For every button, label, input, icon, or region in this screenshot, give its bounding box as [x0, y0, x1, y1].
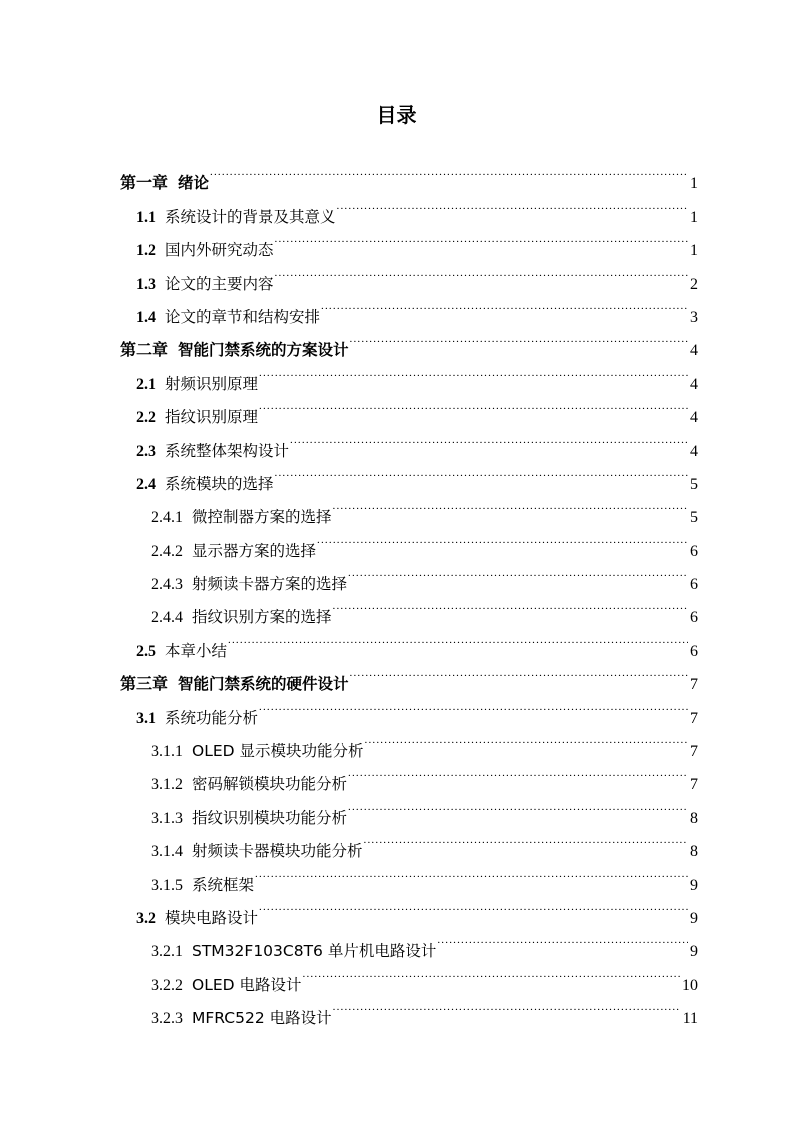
toc-entry-number: 2.4.3	[151, 576, 183, 594]
toc-entry-chapter-1[interactable]	[120, 155, 698, 193]
dot-leader	[275, 222, 688, 255]
toc-entry-page: 7	[690, 743, 698, 761]
toc-entry-title: 国内外研究动态	[165, 241, 274, 260]
toc-entry-title: 论文的章节和结构安排	[165, 307, 321, 326]
toc-entry-number: 2.4.2	[151, 542, 183, 560]
toc-entry-title: 系统模块的选择	[165, 474, 274, 493]
dot-leader	[255, 856, 688, 889]
toc-entry-number: 2.5	[136, 642, 156, 660]
dot-leader	[333, 589, 688, 622]
toc-entry-number: 1.3	[136, 275, 156, 293]
toc-entry-number: 第二章	[120, 340, 169, 360]
toc-entry-number: 1.2	[136, 242, 156, 260]
toc-entry-page: 1	[690, 175, 698, 193]
toc-title: 目录	[376, 103, 417, 127]
toc-entry-page: 8	[690, 809, 698, 827]
toc-entry-page: 7	[690, 776, 698, 794]
toc-entry-title: OLED 显示模块功能分析	[192, 742, 364, 761]
toc-entry-number: 3.1	[136, 709, 156, 727]
dot-leader	[317, 522, 688, 555]
toc-entry-number: 3.2.1	[151, 943, 183, 961]
toc-entry-title: 系统设计的背景及其意义	[165, 207, 336, 226]
dot-leader	[303, 956, 681, 989]
toc-entry-title: 射频识别原理	[165, 374, 259, 393]
toc-entry-number: 3.1.1	[151, 743, 183, 761]
toc-entry-number: 第三章	[120, 674, 169, 694]
toc-entry-number: 3.2	[136, 909, 156, 927]
toc-entry-number: 1.1	[136, 208, 156, 226]
toc-entry-page: 6	[690, 576, 698, 594]
toc-entry-page: 9	[690, 943, 698, 961]
toc-entry-page: 4	[690, 442, 698, 460]
dot-leader	[333, 489, 688, 522]
toc-entry-title: 智能门禁系统的硬件设计	[178, 675, 349, 694]
toc-entry-title: 显示器方案的选择	[192, 541, 317, 560]
toc-entry-title: 微控制器方案的选择	[192, 508, 332, 527]
toc-entry-page: 10	[682, 976, 698, 994]
toc-entry-number: 3.2.2	[151, 976, 183, 994]
toc-entry-page: 3	[690, 308, 698, 326]
dot-leader	[228, 622, 688, 655]
toc-entry-number: 3.2.3	[151, 1010, 183, 1028]
toc-entry-page: 6	[690, 642, 698, 660]
toc-entry-number: 2.4	[136, 475, 156, 493]
dot-leader	[275, 456, 688, 489]
dot-leader	[259, 355, 688, 388]
dot-leader	[348, 789, 688, 822]
dot-leader	[350, 656, 688, 689]
dot-leader	[333, 990, 681, 1023]
toc-entry-page: 1	[690, 208, 698, 226]
toc-entry-page: 6	[690, 609, 698, 627]
toc-entry-number: 第一章	[120, 173, 169, 193]
toc-entry-title: 指纹识别方案的选择	[192, 608, 332, 627]
dot-leader	[364, 823, 688, 856]
dot-leader	[337, 188, 688, 221]
toc-entry-title: 模块电路设计	[165, 908, 259, 927]
toc-entry-number: 2.4.1	[151, 509, 183, 527]
dot-leader	[321, 289, 688, 322]
toc-entry-page: 9	[690, 909, 698, 927]
toc-entry-number: 3.1.5	[151, 876, 183, 894]
toc-entry-number: 2.2	[136, 409, 156, 427]
toc-entry-page: 2	[690, 275, 698, 293]
toc-entry-title: 指纹识别模块功能分析	[192, 808, 348, 827]
toc-entry-title: MFRC522 电路设计	[192, 1009, 332, 1028]
dot-leader	[259, 389, 688, 422]
dot-leader	[290, 422, 688, 455]
dot-leader	[437, 923, 688, 956]
toc-entry-number: 3.1.3	[151, 809, 183, 827]
toc-entry-title: 密码解锁模块功能分析	[192, 775, 348, 794]
toc-entry-number: 1.4	[136, 308, 156, 326]
dot-leader	[259, 689, 688, 722]
toc-entry-page: 9	[690, 876, 698, 894]
table-of-contents	[120, 155, 698, 1028]
toc-entry-page: 6	[690, 542, 698, 560]
toc-entry-number: 2.1	[136, 375, 156, 393]
dot-leader	[348, 556, 688, 589]
toc-entry-title: 系统功能分析	[165, 708, 259, 727]
toc-entry-page: 7	[690, 676, 698, 694]
toc-entry-page: 4	[690, 409, 698, 427]
toc-entry-title: 智能门禁系统的方案设计	[178, 341, 349, 360]
toc-entry-title: 射频读卡器模块功能分析	[192, 842, 363, 861]
dot-leader	[210, 155, 688, 188]
toc-entry-title: 本章小结	[165, 641, 228, 660]
dot-leader	[350, 322, 688, 355]
toc-entry-number: 2.3	[136, 442, 156, 460]
toc-entry-title: 系统框架	[192, 875, 255, 894]
toc-entry-title: 绪论	[178, 174, 210, 193]
toc-entry-title: STM32F103C8T6 单片机电路设计	[192, 942, 437, 961]
toc-entry-page: 4	[690, 375, 698, 393]
toc-entry-page: 5	[690, 475, 698, 493]
toc-entry-number: 3.1.4	[151, 843, 183, 861]
toc-entry-number: 2.4.4	[151, 609, 183, 627]
toc-entry-page: 4	[690, 342, 698, 360]
toc-entry-title: 论文的主要内容	[165, 274, 274, 293]
toc-entry-title: 射频读卡器方案的选择	[192, 575, 348, 594]
toc-entry-page: 8	[690, 843, 698, 861]
toc-entry-title: 指纹识别原理	[165, 408, 259, 427]
dot-leader	[275, 255, 688, 288]
toc-entry-page: 5	[690, 509, 698, 527]
dot-leader	[259, 890, 688, 923]
toc-entry-page: 7	[690, 709, 698, 727]
toc-entry-title: 系统整体架构设计	[165, 441, 290, 460]
toc-entry-page: 11	[682, 1010, 698, 1028]
toc-entry-title: OLED 电路设计	[192, 975, 302, 994]
dot-leader	[365, 723, 689, 756]
toc-entry-page: 1	[690, 242, 698, 260]
dot-leader	[348, 756, 688, 789]
toc-entry-number: 3.1.2	[151, 776, 183, 794]
